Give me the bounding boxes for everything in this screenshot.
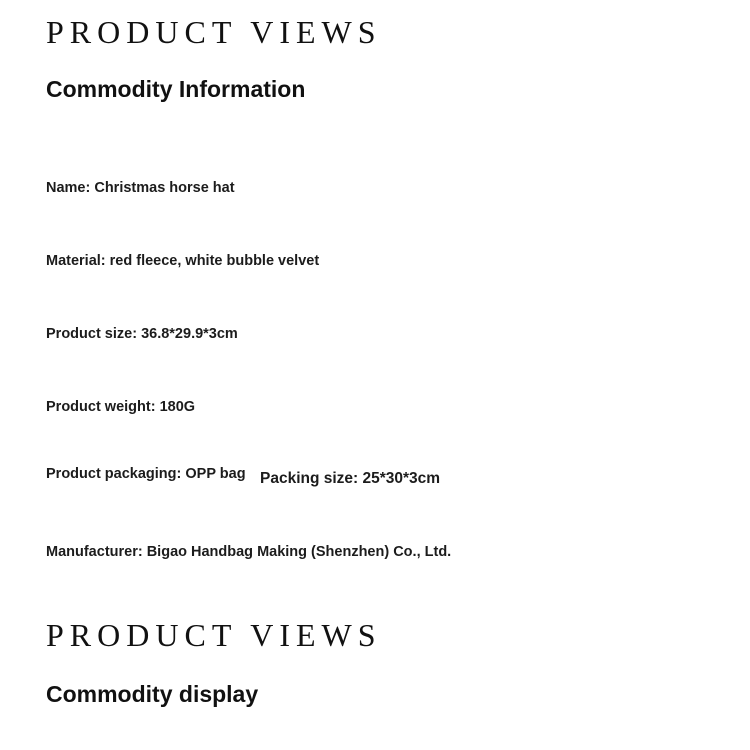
spec-product-size: Product size: 36.8*29.9*3cm: [46, 326, 238, 342]
spec-packing-size: Packing size: 25*30*3cm: [260, 470, 441, 487]
spec-manufacturer: Manufacturer: Bigao Handbag Making (Shenzhen) Co., Ltd.: [46, 544, 452, 560]
banner-heading-top: PRODUCT VIEWS: [46, 14, 382, 50]
banner-heading-bottom: PRODUCT VIEWS: [46, 617, 382, 653]
spec-product-packaging: Product packaging: OPP bag: [46, 466, 246, 482]
spec-name: Name: Christmas horse hat: [46, 180, 235, 196]
spec-product-weight: Product weight: 180G: [46, 399, 196, 415]
section-title-commodity-information: Commodity Information: [46, 76, 306, 102]
spec-material: Material: red fleece, white bubble velvet: [46, 253, 320, 269]
section-title-commodity-display: Commodity display: [46, 681, 259, 707]
